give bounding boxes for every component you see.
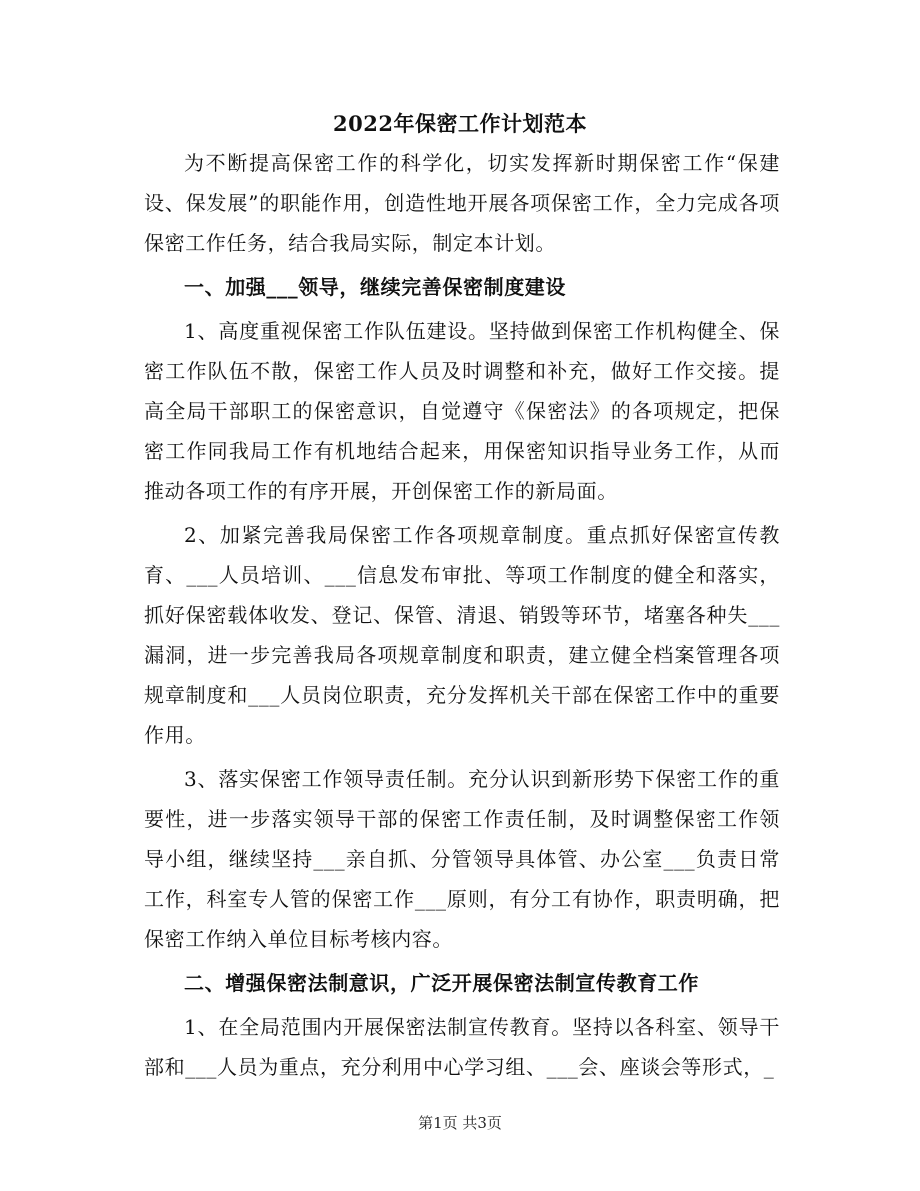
page-footer: 第1页 共3页 bbox=[418, 1114, 502, 1132]
section1-item-2: 2、加紧完善我局保密工作各项规章制度。重点抓好保密宣传教育、___人员培训、___信息发布审批、等项工作制度的健全和落实，抓好保密载体收发、登记、保管、清退、销毁等环节，堵塞各种失___漏洞，进一步完善我局各项规章制度和职责，建立健全档案管理各项规章制度和___人员岗位职责，充分发挥机关干部在保密工作中的重要作用。 bbox=[144, 523, 780, 747]
section-heading-1: 一、加强___领导，继续完善保密制度建设 bbox=[184, 275, 566, 299]
section1-item-3: 3、落实保密工作领导责任制。充分认识到新形势下保密工作的重要性，进一步落实领导干部的保密工作责任制，及时调整保密工作领导小组，继续坚持___亲自抓、分管领导具体管、办公室___负责日常工作，科室专人管的保密工作___原则，有分工有协作，职责明确，把保密工作纳入单位目标考核内容。 bbox=[144, 767, 780, 951]
section-heading-2: 二、增强保密法制意识，广泛开展保密法制宣传教育工作 bbox=[184, 971, 699, 995]
section1-item-1: 1、高度重视保密工作队伍建设。坚持做到保密工作机构健全、保密工作队伍不散，保密工作人员及时调整和补充，做好工作交接。提高全局干部职工的保密意识，自觉遵守《保密法》的各项规定，把保密工作同我局工作有机地结合起来，用保密知识指导业务工作，从而推动各项工作的有序开展，开创保密工作的新局面。 bbox=[144, 319, 780, 503]
document-body bbox=[144, 143, 780, 1087]
section2-item-1: 1、在全局范围内开展保密法制宣传教育。坚持以各科室、领导干部和___人员为重点，充分利用中心学习组、___会、座谈会等形式，_ bbox=[144, 1015, 780, 1079]
intro-paragraph: 为不断提高保密工作的科学化，切实发挥新时期保密工作“保建设、保发展”的职能作用，创造性地开展各项保密工作，全力完成各项保密工作任务，结合我局实际，制定本计划。 bbox=[144, 151, 780, 255]
page-title: 2022年保密工作计划范本 bbox=[333, 111, 587, 136]
